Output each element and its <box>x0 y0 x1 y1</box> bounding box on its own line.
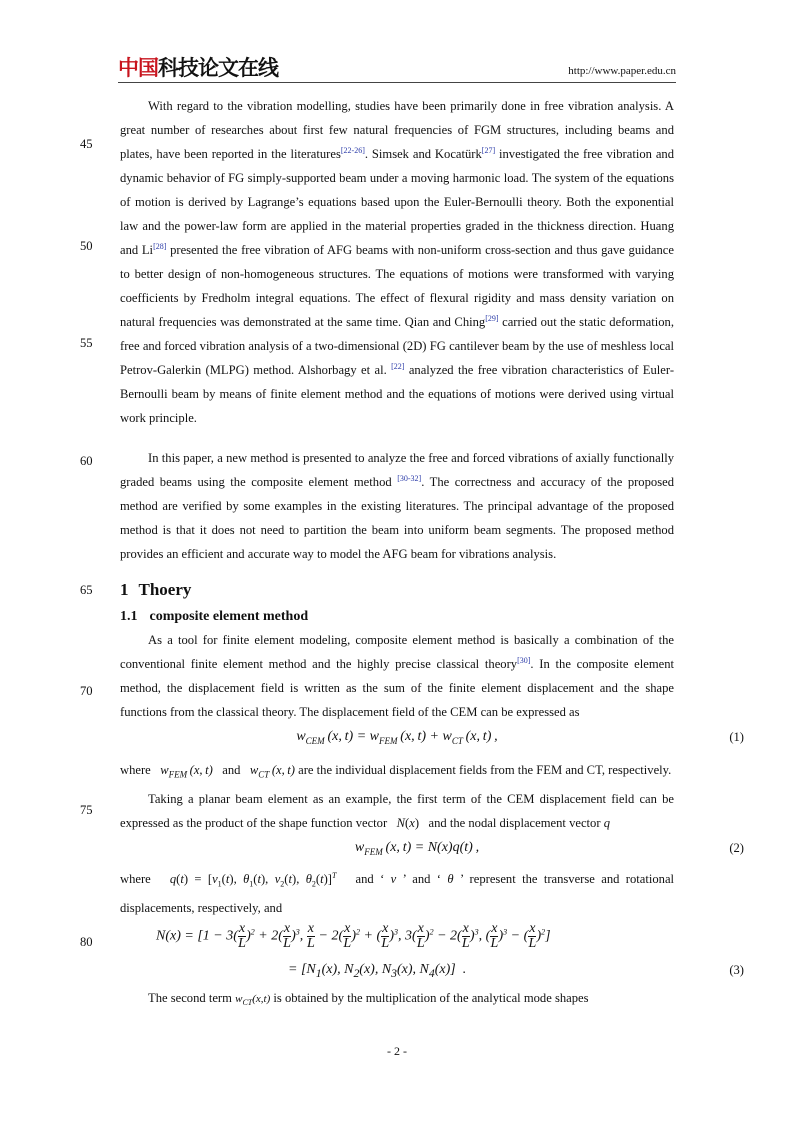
paragraph-where-fields: where $w_{FEM}$ (x, t) and $w_{CT}$ (x, t) are the individual displacement fields from the FEM and CT, respectively. <box>120 763 672 780</box>
citation-ref[interactable]: [30] <box>517 656 531 665</box>
equation-2: $w_{FEM}$ (x, t) = N(x)q(t) , (2) <box>354 839 744 857</box>
paragraph-cem-intro: As a tool for finite element modeling, composite element method is basically a combination of the conventional finite element method and the highly precise classical theory[30]. In the composite element method, the displacement field is written as the sum of the finite element displacement and the shape functions from the classical theory. The displacement field of the CEM can be expressed as <box>120 633 674 719</box>
subsection-heading-cem: 1.1 composite element method <box>120 609 309 624</box>
citation-ref[interactable]: [30-32] <box>397 474 422 483</box>
line-number: 60 <box>80 454 93 468</box>
paragraph-this-paper: In this paper, a new method is presented to analyze the free and forced vibrations of axially functionally graded beams using the composite element method [30-32]. The correctness and accuracy of the proposed method are verified by some examples in the existing literatures. The principal advantage of the proposed method is that it does not need to partition the beam into uniform beam segments. The proposed method provides an efficient and accurate way to model the AFG beam for vibrations analysis. <box>120 451 674 561</box>
citation-ref[interactable]: [22] <box>391 362 405 371</box>
equation-number: (2) <box>729 840 744 855</box>
line-number: 70 <box>80 684 93 698</box>
page-number: - 2 - <box>387 1044 407 1058</box>
line-number: 50 <box>80 239 93 253</box>
equation-number: (1) <box>729 730 744 744</box>
paragraph-literature-review: With regard to the vibration modelling, studies have been primarily done in free vibration analysis. A great number of researches about first few natural frequencies of FGM structures, including beams and plates, have been reported in the literatures[22-26]. Simsek and Kocatürk[27] investigated the free vibration and dynamic behavior of FG simply-supported beam under a moving harmonic load. The system of the equations of motion is derived by Lagrange’s equations based upon the Euler-Bernoulli theory. Both the exponential law and the power-law form are applied in the material properties graded in the thickness direction. Huang and Li[28] presented the free vibration of AFG beams with non-uniform cross-section and thus gave guidance to better design of non-homogeneous structures. The equations of motions were transformed with varying coefficients by Fredholm integral equations. The effect of flexural rigidity and mass density variation on natural frequencies was demonstrated at the same time. Qian and Ching[29] carried out the static deformation, free and forced vibration analysis of a two-dimensional (2D) FG cantilever beam by the use of meshless local Petrov-Galerkin (MLPG) method. Alshorbagy et al. [22] analyzed the free vibration characteristics of Euler-Bernoulli beam by means of finite element method and the equations of motions were derived using virtual work principle. <box>120 99 675 425</box>
citation-ref[interactable]: [28] <box>153 242 167 251</box>
line-number: 65 <box>80 583 93 597</box>
logo-red-text: 中国 <box>118 56 158 80</box>
logo-black-text: 科技论文在线 <box>158 56 278 80</box>
equation-3-line-1: N(x) = [1 − 3( $\frac{x}{L}$ )$^2$ + 2( $\frac{x}{L}$ )$^3$, $\frac{x}{L}$ − 2( $\frac{x}{L}$ )$^2$ + ( $\frac{x}{L}$ )$^3$, 3( $\frac{x}{L}$ )$^2$ − 2( $\frac{x}{L}$ )$^3$, ( $\frac{x}{L}$ )$^3$ − ( $\frac{x}{L}$ )$^2$] <box>156 921 551 952</box>
site-url-link[interactable]: http://www.paper.edu.cn <box>568 65 676 77</box>
page-body <box>120 94 744 1015</box>
paragraph-shape-function: Taking a planar beam element as an example, the first term of the CEM displacement field can be expressed as the product of the shape function vector N(x) and the nodal displacement vector q <box>120 791 674 830</box>
line-number: 55 <box>80 336 93 350</box>
paragraph-second-term: The second term $w_{CT}(x,t)$ is obtained by the multiplication of the analytical mode shapes <box>148 991 589 1008</box>
citation-ref[interactable]: [27] <box>481 146 496 155</box>
line-number: 80 <box>80 935 93 949</box>
paragraph-where-q: where $q(t) = [v_1(t)$, $\theta_1(t)$, $v_2(t)$, $\theta_2(t)]^T$ and ‘ v ’ and ‘ θ ’ represent the transverse and rotational displacements, respectively, and <box>120 870 675 916</box>
site-logo <box>118 56 278 80</box>
section-heading-theory: 1 Thoery <box>120 580 192 599</box>
citation-ref[interactable]: [29] <box>485 314 499 323</box>
line-number: 45 <box>80 137 93 151</box>
citation-ref[interactable]: [22-26] <box>340 146 365 155</box>
equation-1: $w_{CEM}$ (x, $t) = w_{FEM}$ (x, $t) + w_{CT}$ (x, t) , (1) <box>296 729 744 746</box>
equation-3-line-2: = [$N_1(x)$, $N_2(x)$, $N_3(x)$, $N_4(x)$] . (3) <box>288 962 744 980</box>
page-header <box>118 56 676 83</box>
equation-number: (3) <box>729 963 744 978</box>
line-number: 75 <box>80 803 93 817</box>
